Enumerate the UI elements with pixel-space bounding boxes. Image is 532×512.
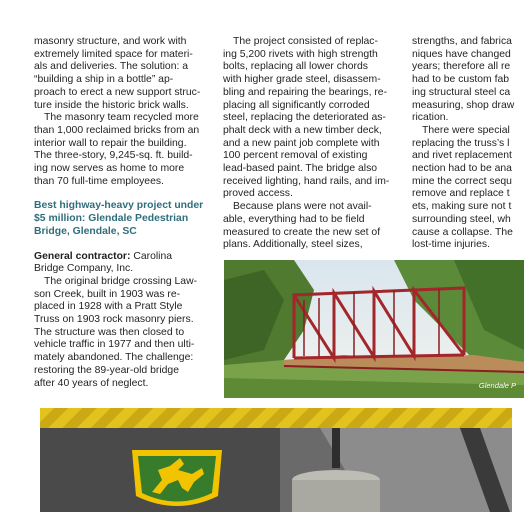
bridge-illustration — [224, 260, 524, 398]
line: The masonry team recycled more — [44, 112, 199, 124]
article-column-2 — [223, 36, 395, 252]
photo-caption: Glendale P — [478, 381, 516, 390]
advertisement — [40, 408, 512, 512]
bridge-photo — [224, 260, 524, 398]
line: extremely limited space for materi- — [34, 48, 193, 60]
line: Truss on 1903 rock masonry piers. — [34, 314, 194, 326]
line: restoring the 89-year-old bridge — [34, 364, 179, 376]
line: bling and repairing the bearings, re- — [223, 86, 388, 98]
line: niques have changed — [412, 48, 511, 60]
line: $5 million: Glendale Pedestrian — [34, 213, 189, 225]
line: replacing the truss’s l — [412, 137, 510, 149]
section-subhead — [34, 200, 206, 238]
line: with higher grade steel, disassem- — [223, 74, 381, 86]
line: lost-time injuries. — [412, 239, 490, 251]
line: surrounding steel, wh — [412, 213, 511, 225]
line: nection had to be ana — [412, 163, 512, 175]
line: masonry structure, and work with — [34, 36, 187, 47]
article-column-1 — [34, 36, 206, 390]
line: Best highway-heavy project under — [34, 200, 204, 212]
paragraph-1 — [223, 36, 395, 201]
line: mine the correct sequ — [412, 175, 512, 187]
line: and rivet replacement — [412, 150, 512, 162]
line: strengths, and fabrica — [412, 36, 512, 47]
line: ets, making sure not t — [412, 201, 512, 213]
paragraph-1 — [412, 36, 532, 125]
line: proach to erect a new support struc- — [34, 86, 201, 98]
paragraph-2 — [412, 125, 532, 252]
line: bolts, replacing all lower chords — [223, 61, 368, 73]
line: mately abandoned. The challenge: — [34, 352, 194, 364]
article-column-3 — [412, 36, 532, 252]
line: steel, replacing the deteriorated as- — [223, 112, 386, 124]
line: interior wall to repair the building. — [34, 137, 187, 149]
hazard-stripe — [40, 408, 512, 428]
line: rication. — [412, 112, 449, 124]
line: phalt deck with a new timber deck, — [223, 124, 382, 136]
line: received lighting, hand rails, and im- — [223, 175, 390, 187]
line: The project consisted of replac- — [233, 36, 378, 47]
paragraph-3 — [34, 276, 206, 390]
paragraph-2 — [223, 201, 395, 252]
john-deere-logo — [122, 444, 232, 512]
line: als and deliveries. The solution: a — [34, 61, 189, 73]
line: vehicle traffic in 1977 and then ulti- — [34, 339, 195, 351]
line: Because plans were not avail- — [233, 201, 372, 213]
line: after 40 years of neglect. — [34, 377, 149, 389]
general-contractor — [34, 251, 206, 276]
line: There were special — [422, 124, 510, 136]
paragraph-1 — [34, 36, 206, 112]
line: 100 percent removal of existing — [223, 150, 368, 162]
line: ing 5,200 rivets with high strength — [223, 48, 378, 60]
line: cause a collapse. The — [412, 226, 513, 238]
line: proved access. — [223, 188, 293, 200]
line: remove and replace t — [412, 188, 510, 200]
line: “building a ship in a bottle” ap- — [34, 74, 174, 86]
paragraph-2 — [34, 112, 206, 188]
line: ture inside the historic brick walls. — [34, 99, 189, 111]
line: Bridge, Glendale, SC — [34, 225, 137, 237]
line: ing structural steel ca — [412, 86, 511, 98]
line: and a new paint job complete with — [223, 137, 380, 149]
line: The three-story, 9,245-sq. ft. build- — [34, 150, 193, 162]
line: than 70 full-time employees. — [34, 175, 164, 187]
gc-name: Carolina — [130, 250, 173, 262]
line: son Creek, built in 1903 was re- — [34, 288, 181, 300]
line: had to be custom fab — [412, 74, 510, 86]
line: placing all significantly corroded — [223, 99, 370, 111]
line: The original bridge crossing Law- — [44, 275, 198, 287]
line: The structure was then closed to — [34, 326, 185, 338]
gc-label: General contractor: — [34, 250, 131, 262]
line: plans. Additionally, steel sizes, — [223, 239, 363, 251]
line: ing now serves as home to more — [34, 163, 185, 175]
ad-scene — [40, 428, 512, 512]
line: measured to create the new set of — [223, 226, 381, 238]
line: than 1,000 reclaimed bricks from an — [34, 124, 200, 136]
line: Bridge Company, Inc. — [34, 263, 134, 275]
line: placed in 1928 with a Pratt Style — [34, 301, 183, 313]
line: years; therefore all re — [412, 61, 511, 73]
line: lead-based paint. The bridge also — [223, 163, 378, 175]
line: able, everything had to be field — [223, 213, 365, 225]
line: measuring, shop draw — [412, 99, 515, 111]
